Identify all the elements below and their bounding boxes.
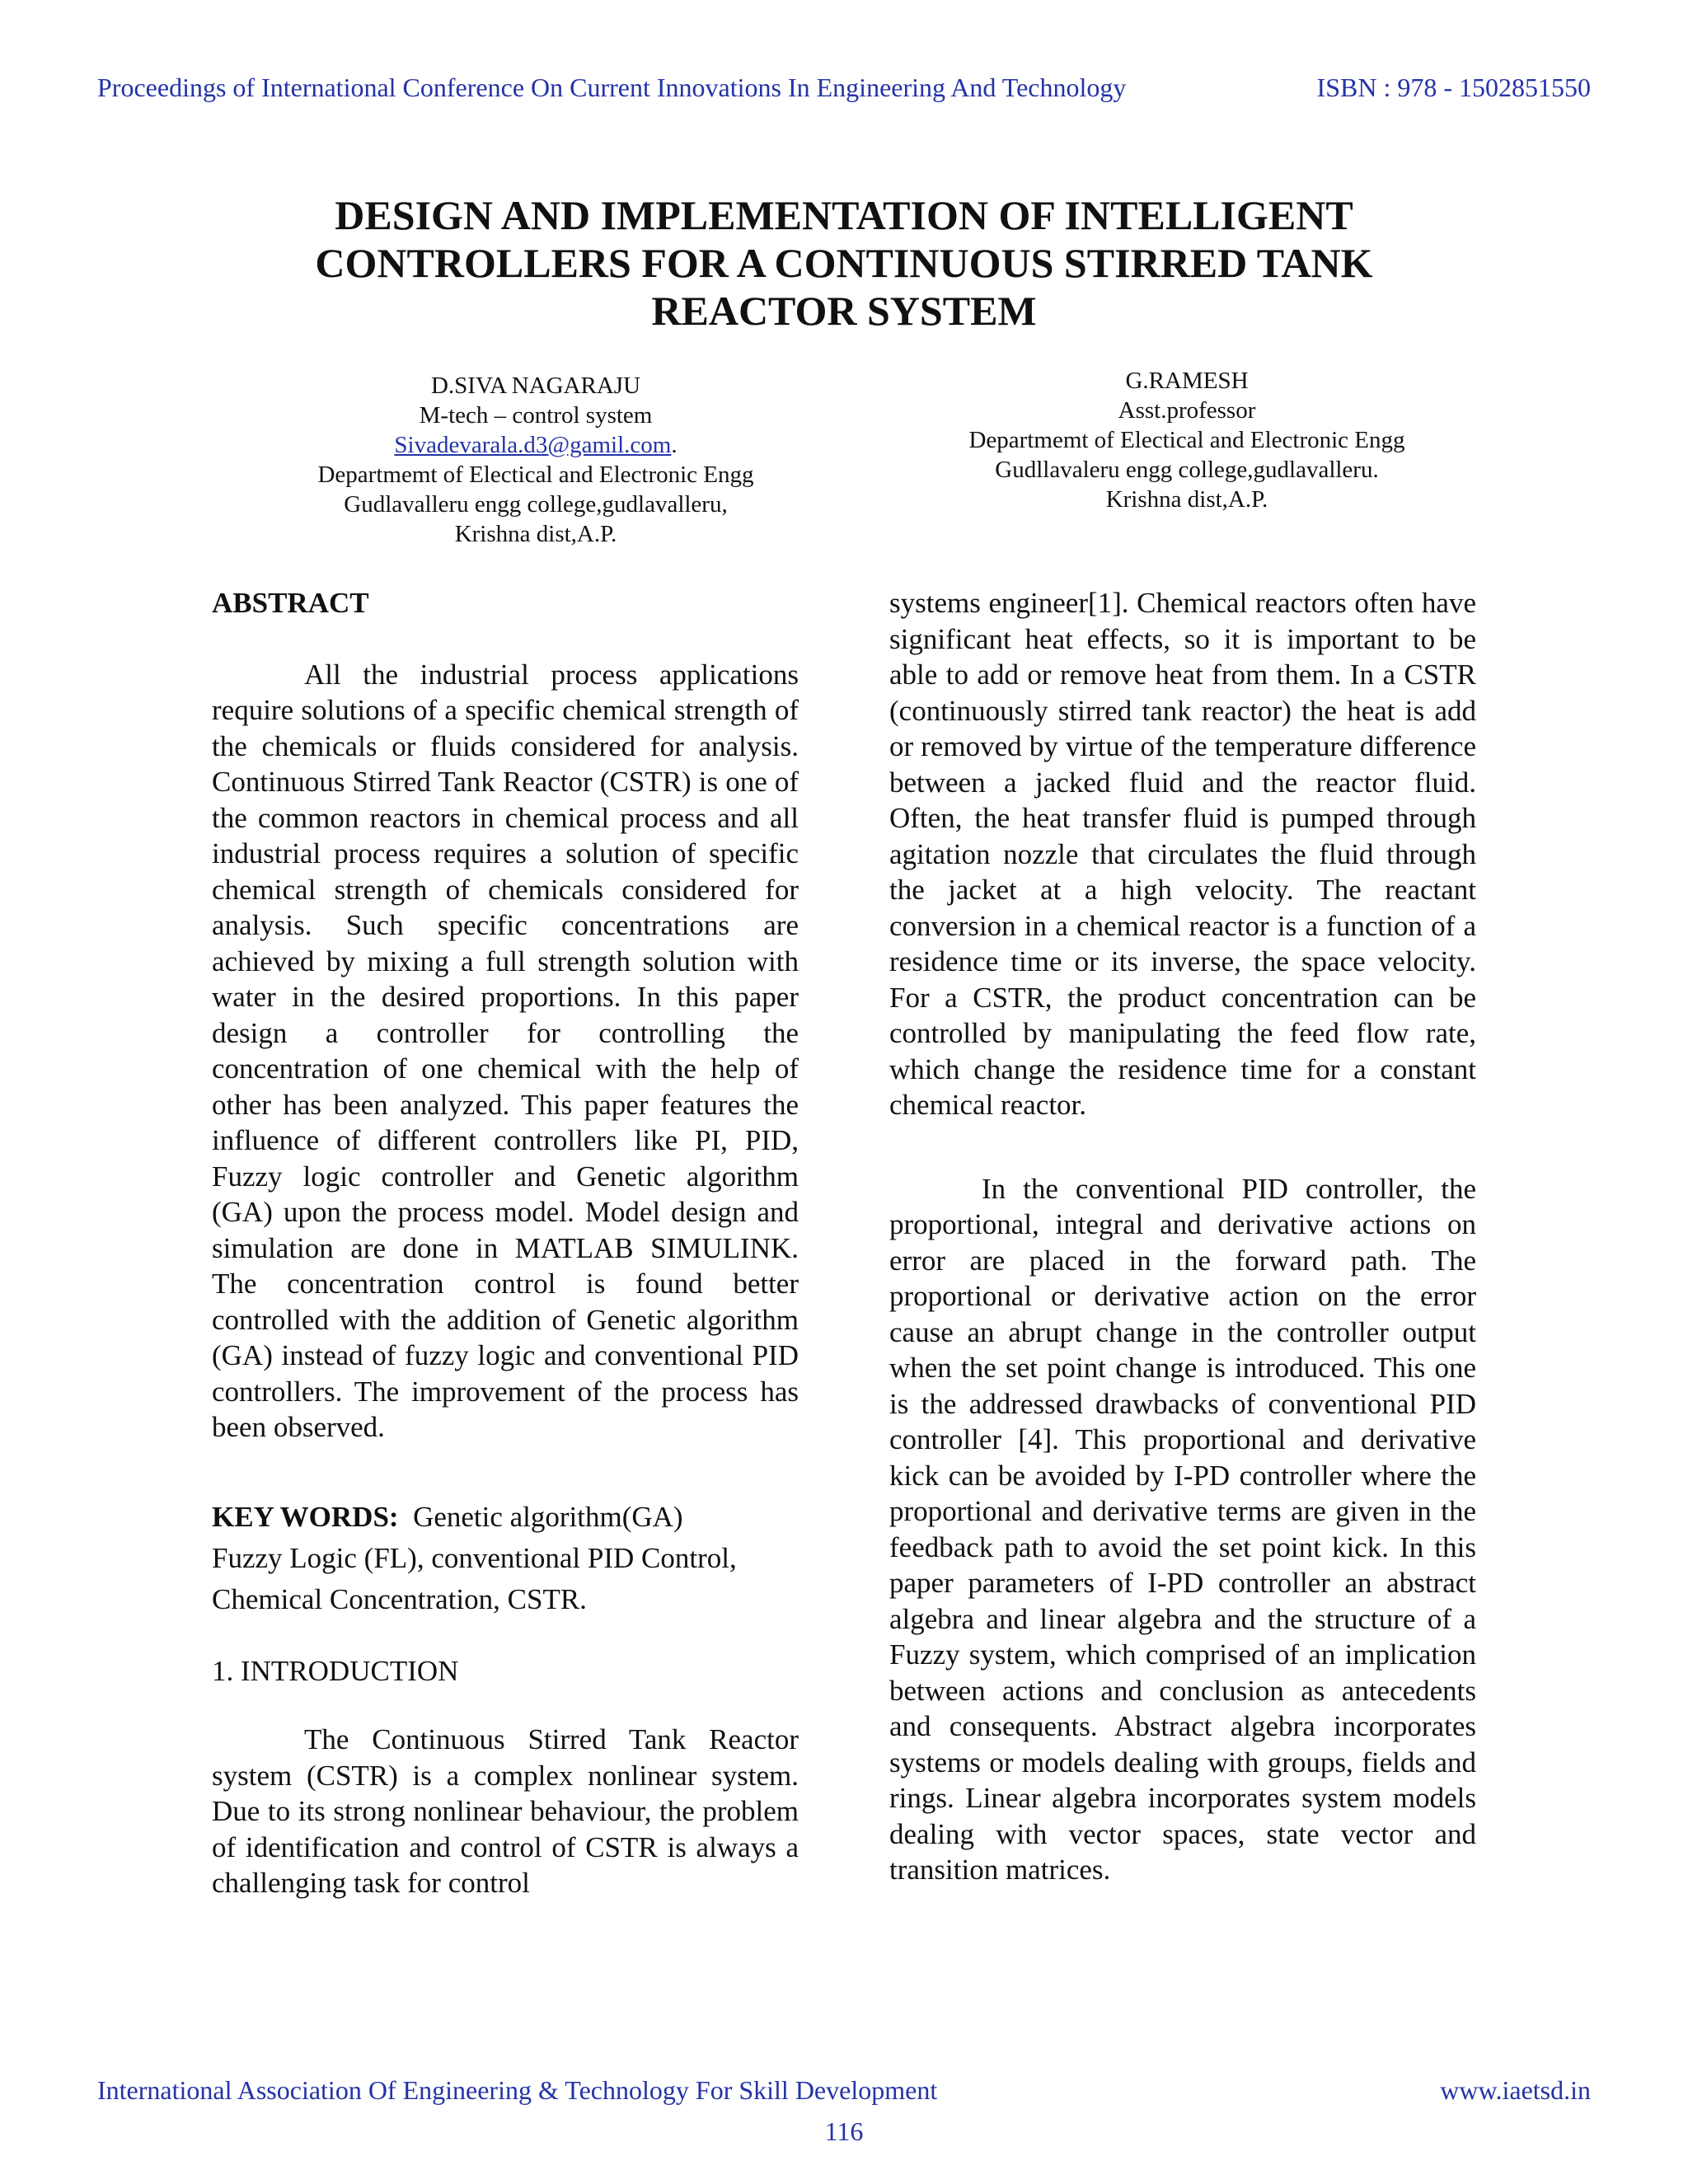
author-email-link[interactable]: Sivadevarala.d3@gamil.com: [394, 432, 672, 458]
keywords: [212, 1497, 799, 1620]
author-department: Departmemt of Electical and Electronic Engg: [317, 462, 754, 488]
footer-website-link[interactable]: www.iaetsd.in: [1440, 2075, 1591, 2105]
page-number: 116: [824, 2116, 864, 2146]
author-block-1: [239, 371, 832, 549]
title-line: DESIGN AND IMPLEMENTATION OF INTELLIGENT: [335, 192, 1353, 238]
introduction-paragraph-continued: systems engineer[1]. Chemical reactors often have significant heat effects, so it is important to be able to add or remove heat from them. In a CSTR (continuously stirred tank reactor) the heat is add or removed by virtue of the temperature difference between a jacked fluid and the reactor fluid. Often, the heat transfer fluid is pumped through agitation nozzle that circulates the fluid through the jacket at a high velocity. The reactant conversion in a chemical reactor is a function of a residence time or its inverse, the space velocity. For a CSTR, the product concentration can be controlled by manipulating the feed flow rate, which change the residence time for a constant chemical reactor.: [889, 587, 1476, 1121]
paper-title: [214, 191, 1474, 335]
left-column: [212, 585, 799, 1901]
author-location: Krishna dist,A.P.: [454, 521, 617, 547]
right-column: [889, 585, 1476, 1888]
abstract-text: All the industrial process applications require solutions of a specific chemical strength of the chemicals or fluids considered for analysis. Continuous Stirred Tank Reactor (CSTR) is one of the common reactors in chemical process and all industrial process requires a solution of specific chemical strength of chemicals considered for analysis. Such specific concentrations are achieved by mixing a full strength solution with water in the desired proportions. In this paper design a controller for controlling the concentration of one chemical with the help of other has been analyzed. This paper features the influence of different controllers like PI, PID, Fuzzy logic controller and Genetic algorithm (GA) upon the process model. Model design and simulation are done in MATLAB SIMULINK. The concentration control is found better controlled with the addition of Genetic algorithm (GA) instead of fuzzy logic and conventional PID controllers. The improvement of the process has been observed.: [212, 658, 799, 1443]
title-line: REACTOR SYSTEM: [651, 288, 1037, 334]
author-department: Departmemt of Electical and Electronic Engg: [968, 427, 1405, 453]
header-conference: Proceedings of International Conference On Current Innovations In Engineering And Technology: [97, 73, 1127, 102]
header-isbn: ISBN : 978 - 1502851550: [1316, 73, 1591, 102]
running-footer: [97, 2075, 1591, 2116]
keywords-line: Genetic algorithm(GA): [413, 1500, 683, 1533]
email-suffix: .: [671, 432, 678, 458]
author-name: G.RAMESH: [1125, 368, 1249, 394]
running-header: [97, 73, 1591, 114]
author-college: Gudllavaleru engg college,gudlavalleru.: [995, 457, 1379, 483]
abstract-heading: ABSTRACT: [212, 587, 369, 619]
keywords-label: KEY WORDS:: [212, 1500, 399, 1533]
footer-association: International Association Of Engineering & Technology For Skill Development: [97, 2075, 938, 2105]
author-college: Gudlavalleru engg college,gudlavalleru,: [344, 491, 728, 518]
author-role: M-tech – control system: [419, 402, 653, 429]
keywords-line: Fuzzy Logic (FL), conventional PID Control,: [212, 1541, 737, 1574]
keywords-line: Chemical Concentration, CSTR.: [212, 1582, 587, 1615]
title-line: CONTROLLERS FOR A CONTINUOUS STIRRED TANK: [315, 240, 1373, 286]
author-role: Asst.professor: [1118, 397, 1256, 424]
introduction-paragraph: In the conventional PID controller, the proportional, integral and derivative actions on error are placed in the forward path. The proportional or derivative action on the error cause an abrupt change in the controller output when the set point change is introduced. This one is the addressed drawbacks of conventional PID controller [4]. This proportional and derivative kick can be avoided by I-PD controller where the proportional and derivative terms are given in the feedback path to avoid the set point kick. In this paper parameters of I-PD controller an abstract algebra and linear algebra and the structure of a Fuzzy system, which comprised of an implication between actions and conclusion as antecedents and consequents. Abstract algebra incorporates systems or models dealing with groups, fields and rings. Linear algebra incorporates system models dealing with vector spaces, state vector and transition matrices.: [889, 1172, 1476, 1886]
author-location: Krishna dist,A.P.: [1105, 486, 1268, 513]
introduction-paragraph: The Continuous Stirred Tank Reactor system (CSTR) is a complex nonlinear system. Due to its strong nonlinear behaviour, the problem of identification and control of CSTR is always a challenging task for control: [212, 1723, 799, 1899]
author-block-2: [898, 366, 1475, 514]
author-name: D.SIVA NAGARAJU: [430, 373, 641, 399]
introduction-heading: 1. INTRODUCTION: [212, 1654, 459, 1687]
